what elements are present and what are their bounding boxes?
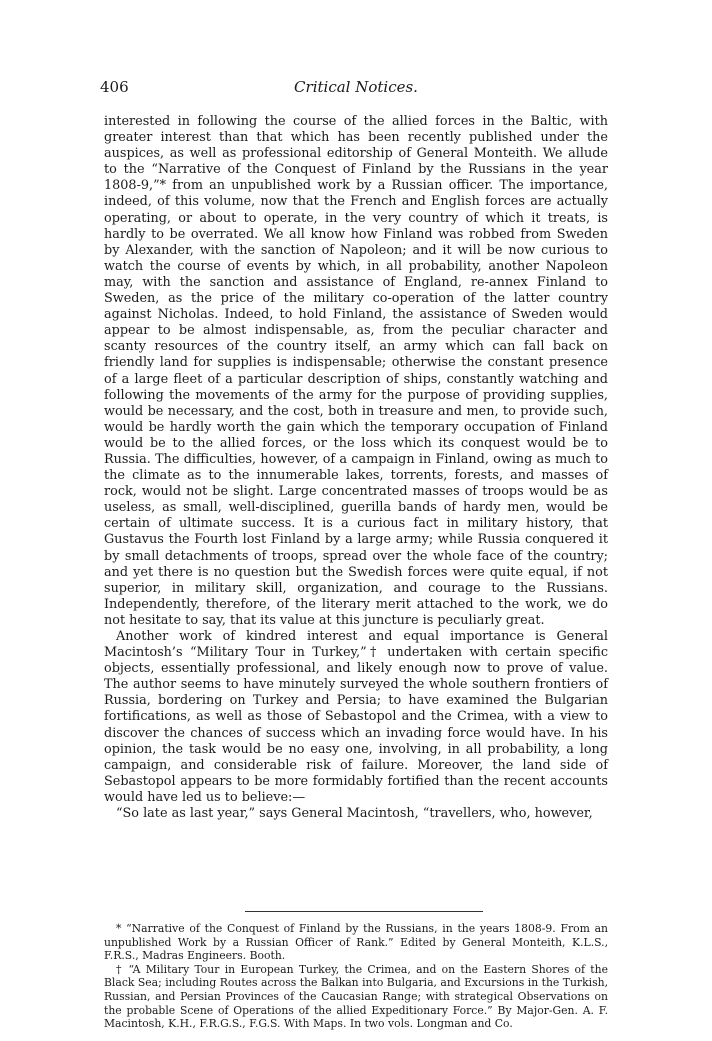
footnote-divider (245, 911, 483, 912)
paragraph-quotation: “So late as last year,” says General Macintosh, “travellers, who, however, (116, 806, 593, 822)
footnotes (104, 922, 608, 1031)
paragraph-military-tour: Another work of kindred interest and equal importance is General Macintosh’s “Military Tour in Turkey,”† undertaken with certain specific objects, essentially professional, and likely enough now to prove of value. The author seems to have minutely surveyed the whole southern frontiers of Russia, bordering on Turkey and Persia; to have examined the Bulgarian fortifications, as well as those of Sebastopol and the Crimea, with a view to discover the chances of success which an invading force would have. In his opinion, the task would be no easy one, involving, in all probability, a long campaign, and considerable risk of failure. Moreover, the land side of Sebastopol appears to be more formidably fortified than the recent accounts would have led us to believe:— (104, 629, 608, 805)
page-header (100, 78, 612, 100)
footnote-dagger: † “A Military Tour in European Turkey, the Crimea, and on the Eastern Shores of the Black Sea; including Routes across the Balkan into Bulgaria, and Excursions in the Turkish, Russian, and Persian Provinces of the Caucasian Range; with strategical Observations on the probable Scene of Operations of the allied Expeditionary Force.” By Major-Gen. A. F. Macintosh, K.H., F.R.G.S., F.G.S. With Maps. In two vols. Longman and Co. (104, 962, 608, 1031)
page-number: 406 (100, 78, 129, 96)
footnote-asterisk: * “Narrative of the Conquest of Finland by the Russians, in the years 1808-9. From an unpublished Work by a Russian Officer of Rank.” Edited by General Monteith, K.L.S., F.R.S., Madras Engineers. Booth. (104, 922, 608, 963)
paragraph-finland-narrative: interested in following the course of the allied forces in the Baltic, with greater interest than that which has been recently published under the auspices, as well as professional editorship of General Monteith. We allude to the “Narrative of the Conquest of Finland by the Russians in the year 1808-9,”* from an unpublished work by a Russian officer. The importance, indeed, of this volume, now that the French and English forces are actually operating, or about to operate, in the very country of which it treats, is hardly to be overrated. We all know how Finland was robbed from Sweden by Alexander, with the sanction of Napoleon; and it will be now curious to watch the course of events by which, in all probability, another Napoleon may, with the sanction and assistance of England, re-annex Finland to Sweden, as the price of the military co-operation of the latter country against Nicholas. Indeed, to hold Finland, the assistance of Sweden would appear to be almost indispensable, as, from the peculiar character and scanty resources of the country itself, an army which can fall back on friendly land for supplies is indispensable; otherwise the constant presence of a large fleet of a particular description of ships, constantly watching and following the movements of the army for the purpose of providing supplies, would be necessary, and the cost, both in treasure and men, to provide such, would be hardly worth the gain which the temporary occupation of Finland would be to the allied forces, or the loss which its conquest would be to Russia. The difficulties, however, of a campaign in Finland, owing as much to the climate as to the innumerable lakes, torrents, forests, and masses of rock, would not be slight. Large concentrated masses of troops would be as useless, as small, well-disciplined, guerilla bands of hardy men, would be certain of ultimate success. It is a curious fact in military history, that Gustavus the Fourth lost Finland by a large army; while Russia conquered it by small detachments of troops, spread over the whole face of the country; and yet there is no question but the Swedish forces were quite equal, if not superior, in military skill, organization, and courage to the Russians. Independently, therefore, of the literary merit attached to the work, we do not hesitate to say, that its value at this juncture is peculiarly great. (104, 114, 608, 628)
running-title: Critical Notices. (294, 78, 418, 96)
body-text (104, 114, 608, 822)
